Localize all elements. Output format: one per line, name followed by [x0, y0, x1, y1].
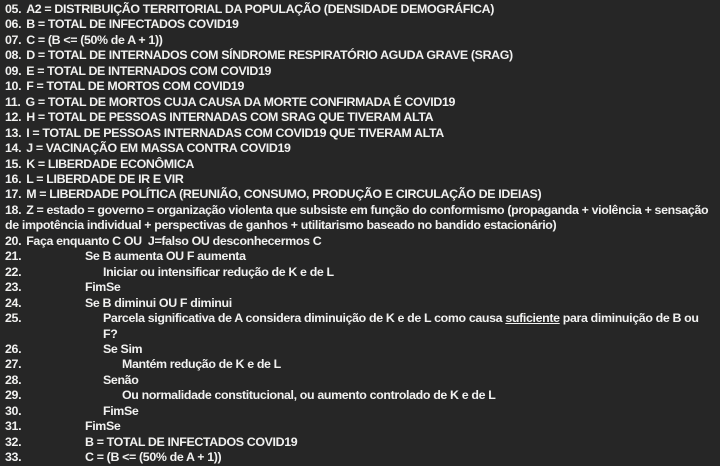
code-line [5, 95, 714, 110]
line-number: 20. [5, 233, 22, 248]
code-line [5, 203, 714, 234]
line-text: E = TOTAL DE INTERNADOS COM COVID19 [26, 63, 272, 78]
line-text: G = TOTAL DE MORTOS CUJA CAUSA DA MORTE CONFIRMADA É COVID19 [25, 94, 456, 109]
line-text: Ou normalidade constitucional, ou aumento controlado de K e de L [122, 388, 496, 403]
line-number: 12. [5, 110, 22, 125]
line-text: Iniciar ou intensificar redução de K e de L [103, 264, 334, 279]
line-number: 05. [5, 2, 22, 16]
code-line [5, 373, 714, 388]
line-number: 30. [5, 403, 22, 418]
code-line [5, 17, 714, 32]
code-line [5, 110, 714, 125]
line-number: 18. [5, 202, 22, 217]
code-line [5, 48, 714, 63]
line-text: Mantém redução de K e de L [122, 357, 281, 372]
line-number: 21. [5, 249, 22, 264]
code-line [5, 296, 714, 311]
code-line [5, 450, 714, 465]
line-text: FimSe [85, 419, 121, 434]
line-number: 08. [5, 48, 22, 63]
line-number: 06. [5, 17, 22, 32]
line-text: K = LIBERDADE ECONÔMICA [26, 156, 195, 171]
line-text: A2 = DISTRIBUIÇÃO TERRITORIAL DA POPULAÇÃO (DENSIDADE DEMOGRÁFICA) [26, 2, 495, 16]
code-line [5, 157, 714, 172]
line-number: 22. [5, 264, 22, 279]
line-text: C = (B <= (50% de A + 1)) [85, 450, 222, 465]
code-line [5, 249, 714, 264]
code-line [5, 33, 714, 48]
line-text: L = LIBERDADE DE IR E VIR [26, 171, 184, 186]
line-text: J = VACINAÇÃO EM MASSA CONTRA COVID19 [26, 141, 291, 156]
line-number: 11. [5, 94, 21, 109]
line-number: 27. [5, 357, 22, 372]
line-text: Senão [103, 372, 139, 387]
code-line [5, 126, 714, 141]
line-text: I = TOTAL DE PESSOAS INTERNADAS COM COVID19 QUE TIVERAM ALTA [26, 125, 444, 140]
line-number: 28. [5, 372, 22, 387]
line-number: 31. [5, 419, 22, 434]
code-line [5, 265, 714, 280]
line-text: Se B diminui OU F diminui [85, 295, 232, 310]
code-line [5, 311, 714, 342]
line-number: 09. [5, 63, 22, 78]
code-line [5, 419, 714, 434]
line-text: Z = estado = governo = organização violenta que subsiste em função do conformismo (propaganda + violência + sensação de impotência individual + perspectivas de ganhos + utilitarismo baseado no bandido estacionário) [5, 202, 712, 233]
line-text: FimSe [103, 403, 139, 418]
line-number: 32. [5, 434, 22, 449]
line-text: M = LIBERDADE POLÍTICA (REUNIÃO, CONSUMO, PRODUÇÃO E CIRCULAÇÃO DE IDEIAS) [26, 187, 542, 202]
line-number: 16. [5, 171, 22, 186]
code-line [5, 435, 714, 450]
line-number: 23. [5, 280, 22, 295]
line-number: 07. [5, 32, 22, 47]
code-line [5, 79, 714, 94]
line-number: 15. [5, 156, 22, 171]
line-number: 10. [5, 79, 22, 94]
code-line [5, 280, 714, 295]
line-number: 17. [5, 187, 22, 202]
line-text: Se B aumenta OU F aumenta [85, 249, 246, 264]
code-line [5, 172, 714, 187]
underlined-word: suficiente [505, 311, 560, 326]
line-text: FimSe [85, 280, 121, 295]
code-line [5, 357, 714, 372]
line-text: H = TOTAL DE PESSOAS INTERNADAS COM SRAG QUE TIVERAM ALTA [26, 110, 434, 125]
code-line [5, 234, 714, 249]
line-number: 29. [5, 388, 22, 403]
pseudocode-listing [5, 2, 714, 466]
line-text: B = TOTAL DE INFECTADOS COVID19 [26, 17, 239, 32]
line-number: 14. [5, 141, 22, 156]
code-line [5, 2, 714, 17]
line-number: 26. [5, 341, 22, 356]
line-text: Parcela significativa de A considera diminuição de K e de L como causa suficiente para diminuição de B ou F? [103, 311, 702, 341]
line-text: Faça enquanto C OU J=falso OU desconhecermos C [26, 233, 322, 248]
line-number: 13. [5, 125, 22, 140]
code-line [5, 187, 714, 202]
line-text: F = TOTAL DE MORTOS COM COVID19 [26, 79, 245, 94]
line-number: 24. [5, 295, 22, 310]
line-text: C = (B <= (50% de A + 1)) [26, 32, 163, 47]
code-line [5, 342, 714, 357]
code-line [5, 141, 714, 156]
code-line [5, 64, 714, 79]
line-text: B = TOTAL DE INFECTADOS COVID19 [85, 434, 298, 449]
line-text: D = TOTAL DE INTERNADOS COM SÍNDROME RESPIRATÓRIO AGUDA GRAVE (SRAG) [26, 48, 513, 63]
code-line [5, 404, 714, 419]
line-number: 25. [5, 311, 22, 326]
line-text: Se Sim [103, 341, 143, 356]
code-line [5, 388, 714, 403]
line-number: 33. [5, 450, 22, 465]
